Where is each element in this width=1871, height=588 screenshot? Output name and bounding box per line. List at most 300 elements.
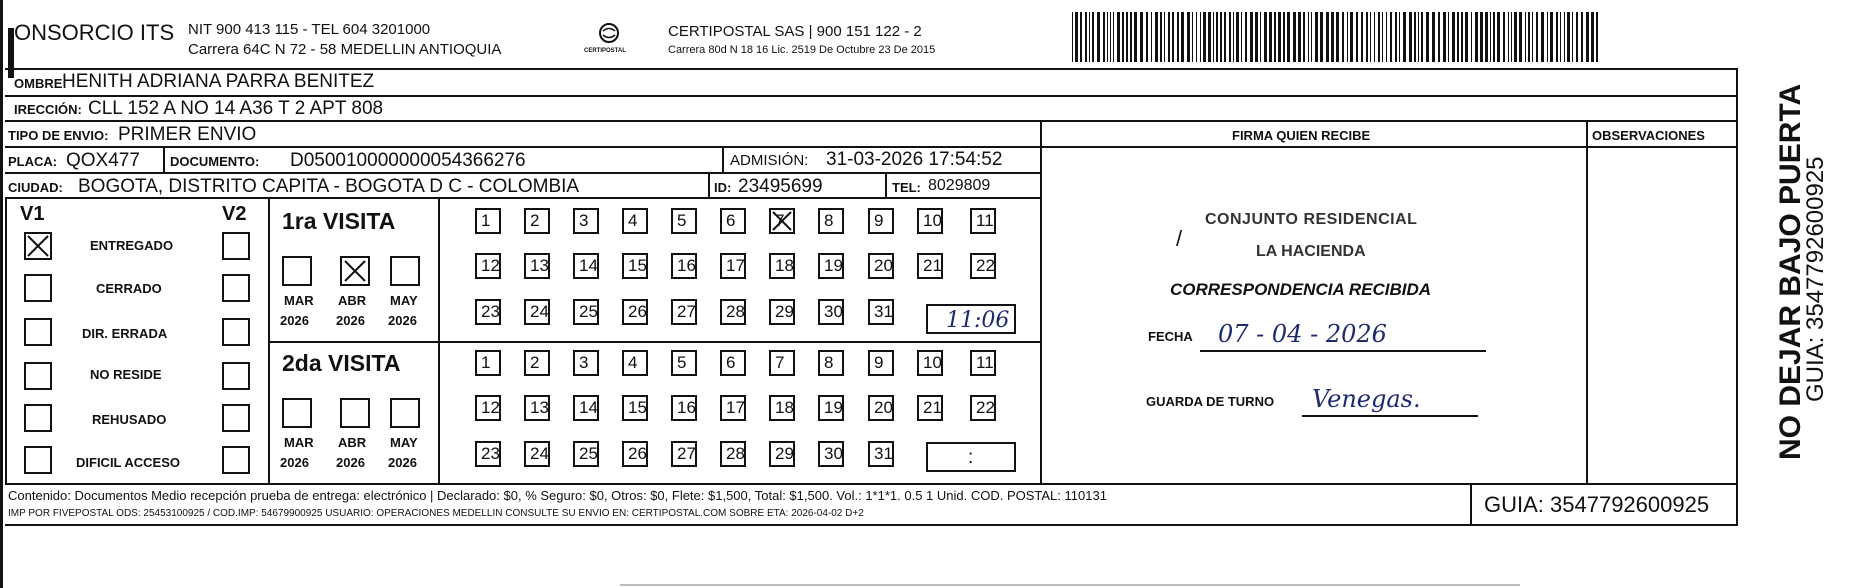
barcode-bar xyxy=(1418,12,1419,62)
day-number: 14 xyxy=(579,398,598,417)
first-visit-time-box[interactable] xyxy=(926,304,1016,334)
grid-line xyxy=(722,146,724,172)
grid-line xyxy=(163,146,165,172)
second-visit-day-10[interactable] xyxy=(917,350,943,376)
day-number: 18 xyxy=(775,398,794,417)
logo-caption: CERTIPOSTAL xyxy=(584,48,626,54)
first-visit-day-19[interactable] xyxy=(818,253,844,279)
grid-line xyxy=(885,172,887,198)
city-value: BOGOTA, DISTRITO CAPITA - BOGOTA D C - COLOMBIA xyxy=(78,176,580,197)
barcode-bar xyxy=(1216,12,1218,62)
first-visit-day-4[interactable] xyxy=(622,208,648,234)
second-visit-day-30[interactable] xyxy=(818,441,844,467)
city-label: CIUDAD: xyxy=(8,180,63,195)
barcode-bar xyxy=(1503,12,1505,62)
grid-line xyxy=(1040,146,1738,148)
day-number: 19 xyxy=(824,256,843,275)
first-visit-day-25[interactable] xyxy=(573,299,599,325)
v1-label: V1 xyxy=(20,203,45,225)
id-label: ID: xyxy=(714,180,732,195)
barcode-bar xyxy=(1089,12,1090,62)
first-visit-may-checkbox[interactable] xyxy=(390,256,420,286)
day-number: 4 xyxy=(628,211,638,230)
first-visit-title: 1ra VISITA xyxy=(282,208,396,234)
barcode-bar xyxy=(1457,12,1459,62)
first-visit-day-17[interactable] xyxy=(720,253,746,279)
day-number: 21 xyxy=(923,256,942,275)
barcode-bar xyxy=(1278,12,1281,62)
first-month-abr: ABR xyxy=(338,293,367,308)
first-visit-day-14[interactable] xyxy=(573,253,599,279)
day-number: 30 xyxy=(824,302,843,321)
second-visit-day-14[interactable] xyxy=(573,395,599,421)
day-number: 2 xyxy=(530,353,540,372)
second-visit-day-26[interactable] xyxy=(622,441,648,467)
first-visit-day-30[interactable] xyxy=(818,299,844,325)
day-number: 5 xyxy=(677,211,687,230)
status-no-reside: NO RESIDE xyxy=(90,367,162,382)
barcode-bar xyxy=(1536,12,1538,62)
barcode-bar xyxy=(1126,12,1128,62)
day-number: 4 xyxy=(628,353,638,372)
barcode-bar xyxy=(1164,12,1165,62)
barcode-bar xyxy=(1192,12,1193,62)
stamp-line-1: CONJUNTO RESIDENCIAL xyxy=(1205,211,1418,228)
v2-no-reside-checkbox[interactable] xyxy=(222,362,250,390)
first-visit-day-12[interactable] xyxy=(475,253,501,279)
side-guia: GUIA: 3547792600925 xyxy=(1802,156,1829,402)
first-visit-day-26[interactable] xyxy=(622,299,648,325)
barcode-bar xyxy=(1564,12,1565,62)
second-visit-day-24[interactable] xyxy=(524,441,550,467)
second-visit-day-22[interactable] xyxy=(970,395,996,421)
barcode-bar xyxy=(1480,12,1483,62)
day-number: 28 xyxy=(726,444,745,463)
day-number: 10 xyxy=(923,353,942,372)
second-month-may: MAY xyxy=(390,435,418,450)
v2-dir-errada-checkbox[interactable] xyxy=(222,318,250,346)
barcode-bar xyxy=(1471,12,1472,62)
day-number: 29 xyxy=(775,302,794,321)
barcode-bar xyxy=(1586,12,1589,62)
first-year-abr: 2026 xyxy=(336,313,365,328)
second-visit-day-9[interactable] xyxy=(868,350,894,376)
plate-value: QOX477 xyxy=(66,150,140,171)
guarda-underline xyxy=(1302,415,1478,417)
day-number: 18 xyxy=(775,256,794,275)
day-number: 10 xyxy=(923,211,942,230)
barcode-bar xyxy=(1399,12,1400,62)
barcode-bar xyxy=(1287,12,1290,62)
first-year-may: 2026 xyxy=(388,313,417,328)
footer-line-2: IMP POR FIVEPOSTAL ODS: 25453100925 / COD.IMP: 54679900925 USUARIO: OPERACIONES MEDELLIN CONSULTE SU ENVIO EN: CERTIPOSTAL.COM SOBRE ETA: 2026-04-02 D+2 xyxy=(8,508,864,519)
barcode-bar xyxy=(1203,12,1206,62)
first-visit-time: 11:06 xyxy=(946,308,1010,333)
barcode-bar xyxy=(1438,12,1440,62)
barcode-bar xyxy=(1315,12,1318,62)
barcode-bar xyxy=(1336,12,1339,62)
barcode-bar xyxy=(1556,12,1558,62)
day-number: 13 xyxy=(530,398,549,417)
day-number: 23 xyxy=(481,444,500,463)
grid-line xyxy=(5,197,7,484)
barcode-bar xyxy=(1382,12,1383,62)
barcode-bar xyxy=(1220,12,1222,62)
second-visit-day-1[interactable] xyxy=(475,350,501,376)
fecha-label: FECHA xyxy=(1148,329,1193,344)
barcode-bar xyxy=(1196,12,1197,62)
day-number: 1 xyxy=(481,353,491,372)
second-visit-day-28[interactable] xyxy=(720,441,746,467)
second-visit-day-31[interactable] xyxy=(868,441,894,467)
v2-dificil-acceso-checkbox[interactable] xyxy=(222,446,250,474)
recipient-name: HENITH ADRIANA PARRA BENITEZ xyxy=(62,71,375,92)
status-cerrado: CERRADO xyxy=(96,281,162,296)
day-number: 15 xyxy=(628,398,647,417)
barcode-bar xyxy=(1514,12,1517,62)
barcode-bar xyxy=(1092,12,1094,62)
carrier-line-2: Carrera 80d N 18 16 Lic. 2519 De Octubre 23 De 2015 xyxy=(668,44,936,56)
first-visit-day-13[interactable] xyxy=(524,253,550,279)
first-visit-day-22[interactable] xyxy=(970,253,996,279)
day-number: 8 xyxy=(824,353,834,372)
check-x-icon xyxy=(26,234,50,258)
barcode-bar xyxy=(1508,12,1509,62)
barcode-bar xyxy=(1567,12,1570,62)
barcode-bar xyxy=(1395,12,1397,62)
second-visit-day-2[interactable] xyxy=(524,350,550,376)
barcode-bar xyxy=(1581,12,1583,62)
day-number: 20 xyxy=(874,256,893,275)
barcode-bar xyxy=(1308,12,1309,62)
barcode-bar xyxy=(1475,12,1478,62)
status-dir-errada: DIR. ERRADA xyxy=(82,326,168,341)
v1-dir-errada-checkbox[interactable] xyxy=(24,318,52,346)
first-visit-day-21[interactable] xyxy=(917,253,943,279)
stamp-line-3: CORRESPONDENCIA RECIBIDA xyxy=(1170,280,1432,299)
barcode-bar xyxy=(1525,12,1526,62)
day-number: 16 xyxy=(677,256,696,275)
second-visit-day-13[interactable] xyxy=(524,395,550,421)
v2-entregado-checkbox[interactable] xyxy=(222,232,250,260)
barcode-bar xyxy=(1448,12,1449,62)
barcode-bar xyxy=(1213,12,1214,62)
barcode-bar xyxy=(1550,12,1553,62)
plate-label: PLACA: xyxy=(8,154,58,169)
v1-no-reside-checkbox[interactable] xyxy=(24,362,52,390)
barcode-bar xyxy=(1264,12,1267,62)
second-visit-day-8[interactable] xyxy=(818,350,844,376)
day-number: 14 xyxy=(579,256,598,275)
day-number: 23 xyxy=(481,302,500,321)
day-number: 3 xyxy=(579,211,589,230)
barcode-bar xyxy=(1151,12,1152,62)
barcode-bar xyxy=(1320,12,1323,62)
barcode-bar xyxy=(1347,12,1348,62)
barcode-bar xyxy=(1519,12,1522,62)
stamp-line-2: LA HACIENDA xyxy=(1256,243,1366,260)
day-number: 28 xyxy=(726,302,745,321)
second-visit-day-6[interactable] xyxy=(720,350,746,376)
barcode-bar xyxy=(1497,12,1500,62)
first-visit-day-28[interactable] xyxy=(720,299,746,325)
side-warning: NO DEJAR BAJO PUERTA xyxy=(1774,83,1807,460)
barcode-bar xyxy=(1274,12,1276,62)
second-visit-title: 2da VISITA xyxy=(282,350,401,376)
barcode-bar xyxy=(1350,12,1353,62)
recipient-address: CLL 152 A NO 14 A36 T 2 APT 808 xyxy=(88,98,384,119)
barcode-bar xyxy=(1160,12,1162,62)
barcode-bar xyxy=(1229,12,1231,62)
company-line-1: NIT 900 413 115 - TEL 604 3201000 xyxy=(188,21,431,38)
day-number: 12 xyxy=(481,256,500,275)
barcode xyxy=(1072,12,1604,64)
second-visit-day-15[interactable] xyxy=(622,395,648,421)
company-line-2: Carrera 64C N 72 - 58 MEDELLIN ANTIOQUIA xyxy=(188,41,502,58)
day-number: 8 xyxy=(824,211,834,230)
company-name: ONSORCIO ITS xyxy=(14,20,175,45)
first-month-may: MAY xyxy=(390,293,418,308)
barcode-bar xyxy=(1490,12,1491,62)
second-year-may: 2026 xyxy=(388,455,417,470)
second-visit-mar-checkbox[interactable] xyxy=(282,398,312,428)
day-number: 6 xyxy=(726,211,736,230)
first-visit-day-5[interactable] xyxy=(671,208,697,234)
grid-line xyxy=(5,68,1738,70)
barcode-bar xyxy=(1241,12,1242,62)
day-number: 22 xyxy=(976,398,995,417)
day-number: 27 xyxy=(677,302,696,321)
barcode-bar xyxy=(1187,12,1190,62)
document-value: D050010000000054366276 xyxy=(290,150,526,171)
barcode-bar xyxy=(1298,12,1301,62)
fecha-value: 07 - 04 - 2026 xyxy=(1218,320,1387,348)
first-visit-day-10[interactable] xyxy=(917,208,943,234)
second-year-abr: 2026 xyxy=(336,455,365,470)
barcode-bar xyxy=(1311,12,1312,62)
first-visit-day-16[interactable] xyxy=(671,253,697,279)
first-visit-day-18[interactable] xyxy=(769,253,795,279)
barcode-bar xyxy=(1596,12,1598,62)
barcode-bar xyxy=(1390,12,1392,62)
second-visit-day-18[interactable] xyxy=(769,395,795,421)
observations-header: OBSERVACIONES xyxy=(1592,128,1705,143)
id-value: 23495699 xyxy=(738,176,823,197)
first-visit-day-1[interactable] xyxy=(475,208,501,234)
second-visit-day-11[interactable] xyxy=(970,350,996,376)
day-number: 17 xyxy=(726,398,745,417)
second-visit-day-20[interactable] xyxy=(868,395,894,421)
day-number: 11 xyxy=(976,211,994,230)
first-visit-day-3[interactable] xyxy=(573,208,599,234)
name-label: OMBRE: xyxy=(14,76,67,91)
admission-value: 31-03-2026 17:54:52 xyxy=(826,149,1003,170)
barcode-bar xyxy=(1356,12,1358,62)
first-visit-day-29[interactable] xyxy=(769,299,795,325)
day-number: 11 xyxy=(976,353,994,372)
barcode-bar xyxy=(1224,12,1226,62)
barcode-bar xyxy=(1403,12,1406,62)
second-year-mar: 2026 xyxy=(280,455,309,470)
barcode-bar xyxy=(1181,12,1184,62)
second-visit-day-19[interactable] xyxy=(818,395,844,421)
first-visit-day-9[interactable] xyxy=(868,208,894,234)
day-number: 24 xyxy=(530,302,549,321)
barcode-bar xyxy=(1245,12,1247,62)
barcode-bar xyxy=(1168,12,1170,62)
barcode-bar xyxy=(1110,12,1111,62)
v2-cerrado-checkbox[interactable] xyxy=(222,274,250,302)
barcode-bar xyxy=(1155,12,1158,62)
grid-line xyxy=(268,341,1041,343)
signature-header: FIRMA QUIEN RECIBE xyxy=(1232,128,1371,143)
send-type-label: TIPO DE ENVIO: xyxy=(8,128,109,143)
v2-rehusado-checkbox[interactable] xyxy=(222,404,250,432)
footer-line-1: Contenido: Documentos Medio recepción prueba de entrega: electrónico | Declarado: $0, % Seguro: $0, Otros: $0, Flete: $1,500, Total: $1,500. Vol.: 1*1*1. 0.5 1 Unid. COD. POSTAL: 110131 xyxy=(8,488,1107,503)
barcode-bar xyxy=(1293,12,1296,62)
send-type-value: PRIMER ENVIO xyxy=(118,124,257,145)
barcode-bar xyxy=(1560,12,1561,62)
status-dificil-acceso: DIFICIL ACCESO xyxy=(76,455,181,470)
first-visit-abr-checkbox[interactable] xyxy=(340,256,370,286)
barcode-bar xyxy=(1591,12,1594,62)
first-visit-day-23[interactable] xyxy=(475,299,501,325)
status-rehusado: REHUSADO xyxy=(92,412,167,427)
barcode-bar xyxy=(1409,12,1412,62)
day-number: 26 xyxy=(628,302,647,321)
grid-line xyxy=(708,172,710,198)
first-visit-mar-checkbox[interactable] xyxy=(282,256,312,286)
day-number: 26 xyxy=(628,444,647,463)
first-visit-day-24[interactable] xyxy=(524,299,550,325)
first-visit-day-6[interactable] xyxy=(720,208,746,234)
second-visit-day-17[interactable] xyxy=(720,395,746,421)
barcode-bar xyxy=(1269,12,1272,62)
fecha-underline xyxy=(1200,350,1486,352)
second-visit-day-27[interactable] xyxy=(671,441,697,467)
second-visit-day-23[interactable] xyxy=(475,441,501,467)
barcode-bar xyxy=(1386,12,1387,62)
day-number: 7 xyxy=(775,353,785,372)
barcode-bar xyxy=(1200,12,1201,62)
grid-line xyxy=(1586,120,1588,484)
tel-value: 8029809 xyxy=(928,177,991,194)
first-visit-day-8[interactable] xyxy=(818,208,844,234)
grid-line xyxy=(1470,483,1472,525)
barcode-bar xyxy=(1326,12,1329,62)
grid-line xyxy=(5,524,1738,526)
second-month-abr: ABR xyxy=(338,435,367,450)
barcode-bar xyxy=(1541,12,1544,62)
barcode-bar xyxy=(1426,12,1429,62)
second-visit-day-16[interactable] xyxy=(671,395,697,421)
day-number: 15 xyxy=(628,256,647,275)
barcode-bar xyxy=(1075,12,1078,62)
day-number: 20 xyxy=(874,398,893,417)
second-visit-day-7[interactable] xyxy=(769,350,795,376)
grid-line xyxy=(1736,68,1738,526)
second-visit-time: : xyxy=(968,447,974,468)
barcode-bar xyxy=(1493,12,1495,62)
first-visit-day-27[interactable] xyxy=(671,299,697,325)
grid-line xyxy=(5,95,1738,97)
second-visit-day-25[interactable] xyxy=(573,441,599,467)
second-visit-may-checkbox[interactable] xyxy=(390,398,420,428)
day-number: 21 xyxy=(923,398,942,417)
day-number: 9 xyxy=(874,211,884,230)
address-label: IRECCIÓN: xyxy=(14,102,82,117)
second-visit-day-12[interactable] xyxy=(475,395,501,421)
first-visit-day-7[interactable] xyxy=(769,208,795,234)
day-number: 3 xyxy=(579,353,589,372)
barcode-bar xyxy=(1113,12,1114,62)
second-visit-day-4[interactable] xyxy=(622,350,648,376)
first-year-mar: 2026 xyxy=(280,313,309,328)
day-number: 22 xyxy=(976,256,995,275)
day-number: 1 xyxy=(481,211,491,230)
day-number: 31 xyxy=(874,302,893,321)
grid-line xyxy=(5,146,1041,148)
second-visit-day-21[interactable] xyxy=(917,395,943,421)
v1-cerrado-checkbox[interactable] xyxy=(24,274,52,302)
barcode-bar xyxy=(1117,12,1120,62)
first-visit-day-15[interactable] xyxy=(622,253,648,279)
first-visit-day-2[interactable] xyxy=(524,208,550,234)
day-number: 13 xyxy=(530,256,549,275)
barcode-bar xyxy=(1130,12,1132,62)
guarda-value: Venegas. xyxy=(1312,385,1421,413)
barcode-bar xyxy=(1374,12,1375,62)
first-month-mar: MAR xyxy=(284,293,314,308)
barcode-bar xyxy=(1072,12,1073,62)
barcode-bar xyxy=(1414,12,1416,62)
barcode-bar xyxy=(1532,12,1533,62)
day-number: 27 xyxy=(677,444,696,463)
barcode-bar xyxy=(1465,12,1468,62)
barcode-bar xyxy=(1208,12,1211,62)
barcode-bar xyxy=(1097,12,1100,62)
grid-line xyxy=(1040,120,1042,484)
v1-entregado-checkbox[interactable] xyxy=(24,232,52,260)
first-visit-day-31[interactable] xyxy=(868,299,894,325)
v1-dificil-acceso-checkbox[interactable] xyxy=(24,446,52,474)
day-number: 29 xyxy=(775,444,794,463)
guarda-label: GUARDA DE TURNO xyxy=(1146,394,1275,409)
barcode-bar xyxy=(1361,12,1363,62)
barcode-bar xyxy=(1260,12,1261,62)
barcode-bar xyxy=(1461,12,1463,62)
barcode-bar xyxy=(1443,12,1446,62)
second-visit-abr-checkbox[interactable] xyxy=(340,398,370,428)
day-number: 25 xyxy=(579,444,598,463)
v1-rehusado-checkbox[interactable] xyxy=(24,404,52,432)
document-label: DOCUMENTO: xyxy=(170,154,260,169)
barcode-bar xyxy=(1378,12,1380,62)
barcode-bar xyxy=(1576,12,1578,62)
barcode-bar xyxy=(1233,12,1234,62)
first-visit-day-20[interactable] xyxy=(868,253,894,279)
second-visit-time-box[interactable] xyxy=(926,442,1016,472)
first-visit-day-11[interactable] xyxy=(970,208,996,234)
second-visit-day-3[interactable] xyxy=(573,350,599,376)
day-number: 2 xyxy=(530,211,540,230)
carrier-line-1: CERTIPOSTAL SAS | 900 151 122 - 2 xyxy=(668,23,922,40)
barcode-bar xyxy=(1140,12,1143,62)
v2-label: V2 xyxy=(222,203,247,225)
second-visit-day-29[interactable] xyxy=(769,441,795,467)
barcode-bar xyxy=(1103,12,1105,62)
second-visit-day-5[interactable] xyxy=(671,350,697,376)
